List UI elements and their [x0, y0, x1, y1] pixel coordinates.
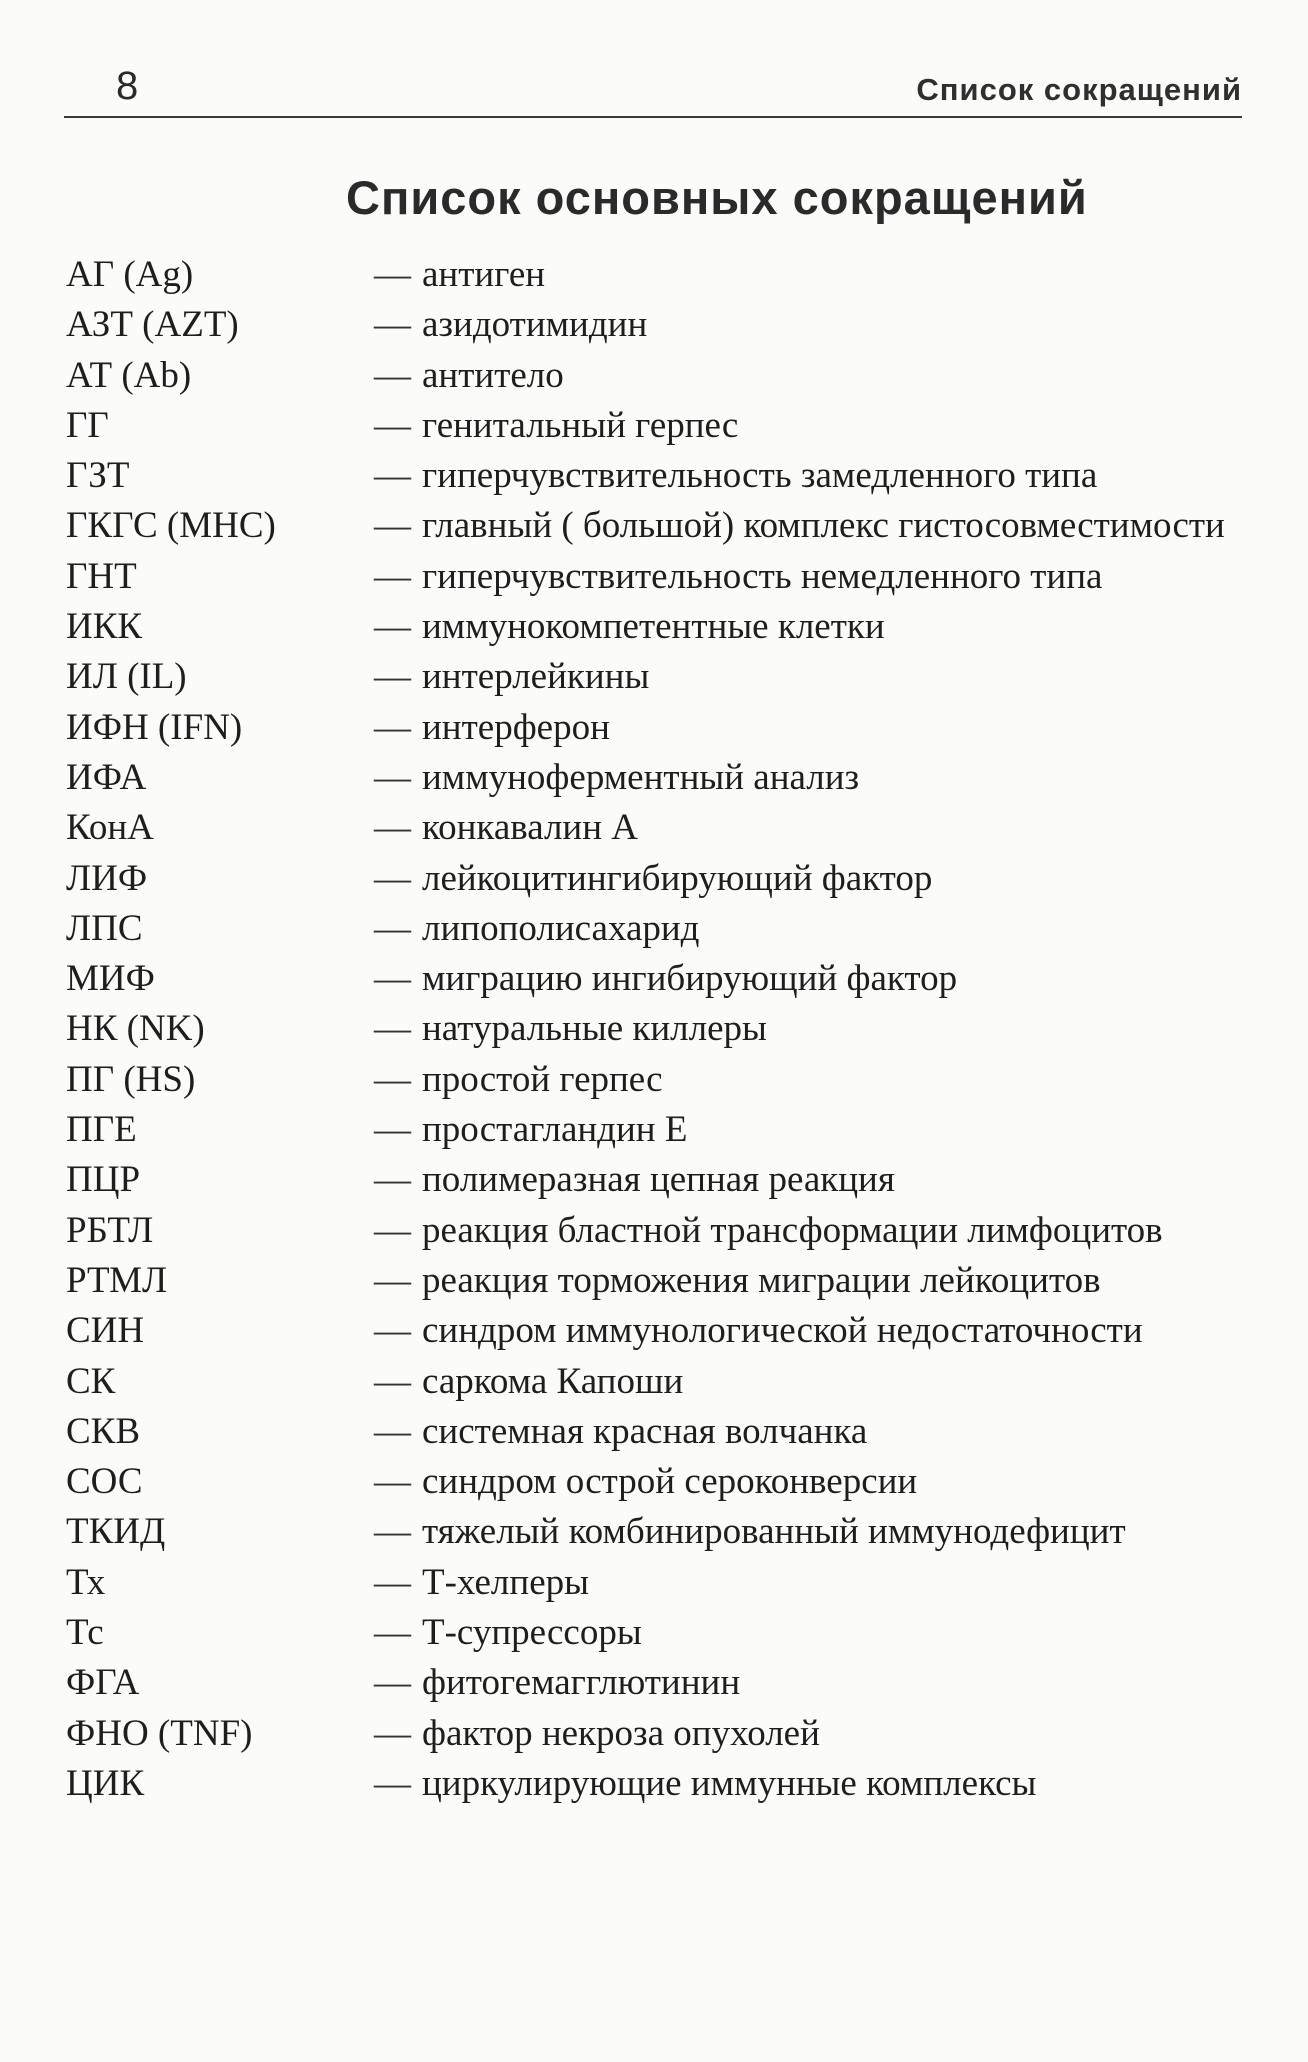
abbreviation-entry [66, 904, 1246, 954]
abbreviation-entry [66, 1709, 1246, 1759]
abbreviation-definition: гиперчувствительность замедленного типа [422, 455, 1098, 497]
abbreviation-definition: системная красная волчанка [422, 1410, 868, 1452]
abbreviation-entry [66, 1658, 1246, 1708]
em-dash: — [374, 1511, 411, 1553]
abbreviation-definition: фитогемагглютинин [422, 1662, 741, 1704]
abbreviation-definition: реакция торможения миграции лейкоцитов [422, 1259, 1101, 1301]
page-number: 8 [116, 64, 139, 108]
em-dash: — [374, 1662, 411, 1704]
abbreviation-definition: тяжелый комбинированный иммунодефицит [422, 1511, 1126, 1553]
abbreviation-entry [66, 602, 1246, 652]
abbreviation-definition: синдром острой сероконверсии [422, 1461, 918, 1503]
abbreviation-definition: интерлейкины [422, 656, 650, 698]
abbreviation-definition: простагландин Е [422, 1109, 688, 1151]
abbreviation-entry [66, 1004, 1246, 1054]
em-dash: — [374, 706, 411, 748]
em-dash: — [374, 1008, 411, 1050]
page-title: Список основных сокращений [346, 171, 1088, 224]
abbreviation-entry [66, 401, 1246, 451]
em-dash: — [374, 907, 411, 949]
abbreviation-term: ПЦР [66, 1159, 141, 1201]
abbreviation-definition: антитело [422, 354, 564, 396]
abbreviation-term: ИКК [66, 606, 143, 648]
abbreviation-entry [66, 1055, 1246, 1105]
em-dash: — [374, 1410, 411, 1452]
em-dash: — [374, 807, 411, 849]
em-dash: — [374, 656, 411, 698]
em-dash: — [374, 1461, 411, 1503]
abbreviation-definition: натуральные киллеры [422, 1008, 767, 1050]
em-dash: — [374, 304, 411, 346]
abbreviation-entry [66, 1256, 1246, 1306]
abbreviation-term: ТКИД [66, 1511, 166, 1553]
em-dash: — [374, 404, 411, 446]
abbreviation-definition: полимеразная цепная реакция [422, 1159, 895, 1201]
abbreviation-term: ИЛ (IL) [66, 656, 187, 698]
running-head: Список сокращений [916, 72, 1242, 107]
em-dash: — [374, 455, 411, 497]
abbreviation-term: ФГА [66, 1662, 140, 1704]
abbreviation-definition: синдром иммунологической недостаточности [422, 1310, 1143, 1352]
em-dash: — [374, 354, 411, 396]
abbreviation-term: ПГЕ [66, 1109, 137, 1151]
abbreviation-term: ГНТ [66, 555, 137, 597]
abbreviation-term: СОС [66, 1461, 143, 1503]
abbreviation-definition: Т-супрессоры [422, 1612, 642, 1654]
page-header [64, 60, 1242, 118]
em-dash: — [374, 1209, 411, 1251]
abbreviation-definition: главный ( большой) комплекс гистосовместимости [422, 505, 1225, 547]
abbreviation-term: АЗТ (AZT) [66, 304, 239, 346]
abbreviation-entry [66, 1155, 1246, 1205]
abbreviation-term: ИФА [66, 756, 147, 798]
abbreviation-term: ЛИФ [66, 857, 148, 899]
em-dash: — [374, 1109, 411, 1151]
abbreviation-definition: иммунокомпетентные клетки [422, 606, 885, 648]
abbreviation-definition: лейкоцитингибирующий фактор [422, 857, 933, 899]
abbreviation-term: СК [66, 1360, 116, 1402]
em-dash: — [374, 606, 411, 648]
abbreviation-term: НК (NK) [66, 1008, 205, 1050]
abbreviation-term: РТМЛ [66, 1259, 168, 1301]
abbreviation-entry [66, 501, 1246, 551]
em-dash: — [374, 505, 411, 547]
abbreviation-entry [66, 552, 1246, 602]
abbreviation-definition: интерферон [422, 706, 610, 748]
abbreviation-definition: реакция бластной трансформации лимфоцитов [422, 1209, 1163, 1251]
abbreviation-entry [66, 1608, 1246, 1658]
abbreviation-term: МИФ [66, 958, 155, 1000]
abbreviation-entry [66, 1357, 1246, 1407]
abbreviation-entry [66, 451, 1246, 501]
abbreviation-entry [66, 803, 1246, 853]
abbreviation-entry [66, 351, 1246, 401]
abbreviation-term: СИН [66, 1310, 145, 1352]
abbreviation-entry [66, 652, 1246, 702]
em-dash: — [374, 1259, 411, 1301]
abbreviation-term: ЦИК [66, 1762, 145, 1804]
abbreviation-entry [66, 1407, 1246, 1457]
abbreviation-entry [66, 1105, 1246, 1155]
abbreviation-term: ЛПС [66, 907, 143, 949]
em-dash: — [374, 1612, 411, 1654]
em-dash: — [374, 958, 411, 1000]
abbreviation-entry [66, 300, 1246, 350]
em-dash: — [374, 1561, 411, 1603]
abbreviation-term: Тс [66, 1612, 104, 1654]
abbreviation-definition: конкавалин А [422, 807, 639, 849]
abbreviation-term: АГ (Ag) [66, 254, 194, 295]
em-dash: — [374, 857, 411, 899]
abbreviation-list [66, 250, 1246, 1809]
em-dash: — [374, 1762, 411, 1804]
em-dash: — [374, 756, 411, 798]
em-dash: — [374, 1058, 411, 1100]
abbreviation-definition: миграцию ингибирующий фактор [422, 958, 958, 1000]
abbreviation-entry [66, 753, 1246, 803]
abbreviation-definition: иммуноферментный анализ [422, 756, 860, 798]
abbreviation-definition: циркулирующие иммунные комплексы [422, 1762, 1037, 1804]
abbreviation-definition: простой герпес [422, 1058, 663, 1100]
abbreviation-entry [66, 1558, 1246, 1608]
abbreviation-term: ГКГС (МНС) [66, 505, 276, 547]
abbreviation-entry [66, 954, 1246, 1004]
abbreviation-term: КонА [66, 807, 154, 849]
abbreviation-definition: генитальный герпес [422, 404, 739, 446]
em-dash: — [374, 1712, 411, 1754]
em-dash: — [374, 555, 411, 597]
abbreviation-term: РБТЛ [66, 1209, 154, 1251]
abbreviation-term: СКВ [66, 1410, 141, 1452]
abbreviation-term: ГГ [66, 404, 109, 446]
abbreviation-term: ФНО (TNF) [66, 1712, 253, 1754]
abbreviation-entry [66, 854, 1246, 904]
abbreviation-entry [66, 1306, 1246, 1356]
abbreviation-term: ГЗТ [66, 455, 130, 497]
abbreviation-definition: саркома Капоши [422, 1360, 684, 1402]
abbreviation-definition: фактор некроза опухолей [422, 1712, 820, 1754]
abbreviation-definition: Т-хелперы [422, 1561, 589, 1603]
abbreviation-entry [66, 1507, 1246, 1557]
em-dash: — [374, 254, 411, 295]
abbreviation-definition: липополисахарид [422, 907, 700, 949]
em-dash: — [374, 1159, 411, 1201]
abbreviation-entry [66, 250, 1246, 300]
abbreviation-term: АТ (Ab) [66, 354, 192, 396]
abbreviation-entry [66, 1206, 1246, 1256]
abbreviation-definition: азидотимидин [422, 304, 648, 346]
em-dash: — [374, 1310, 411, 1352]
abbreviation-entry [66, 1457, 1246, 1507]
abbreviation-definition: гиперчувствительность немедленного типа [422, 555, 1103, 597]
abbreviation-entry [66, 703, 1246, 753]
abbreviation-term: ПГ (HS) [66, 1058, 196, 1100]
abbreviation-term: Тх [66, 1561, 106, 1603]
em-dash: — [374, 1360, 411, 1402]
abbreviation-entry [66, 1759, 1246, 1809]
abbreviation-definition: антиген [422, 254, 546, 295]
abbreviation-term: ИФН (IFN) [66, 706, 243, 748]
